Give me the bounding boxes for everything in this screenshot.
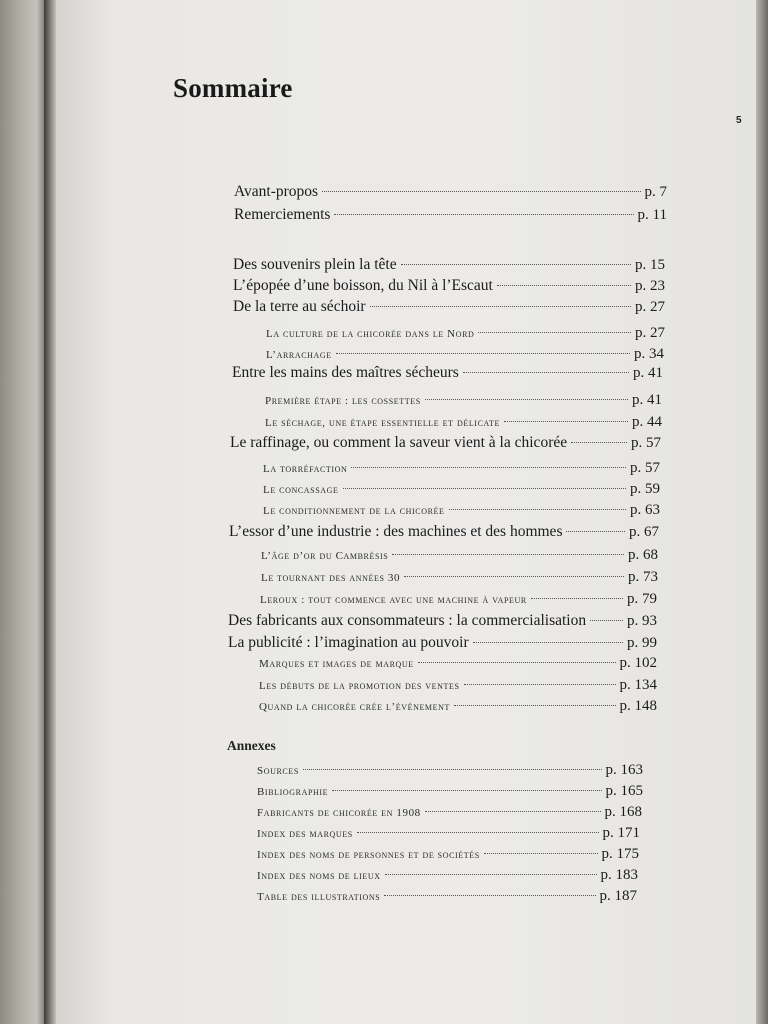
dot-leader — [418, 662, 616, 663]
toc-entry-label: Première étape : les cossettes — [265, 395, 421, 407]
dot-leader — [357, 832, 599, 833]
dot-leader — [334, 214, 633, 215]
toc-entry-page: p. 44 — [632, 414, 662, 430]
toc-entry-label: La culture de la chicorée dans le Nord — [266, 328, 475, 340]
toc-entry-label: Des souvenirs plein la tête — [233, 256, 397, 273]
dot-leader — [478, 332, 631, 333]
annex-entry — [257, 825, 640, 842]
toc-entry-page: p. 27 — [635, 299, 665, 315]
toc-entry-label: Entre les mains des maîtres sécheurs — [232, 364, 459, 381]
toc-entry-page: p. 11 — [637, 207, 667, 223]
toc-entry-label: Des fabricants aux consommateurs : la commercialisation — [228, 612, 587, 629]
toc-entry-label: La torréfaction — [263, 463, 348, 475]
toc-entry-page: p. 99 — [627, 635, 657, 651]
toc-entry-label: Index des noms de lieux — [257, 870, 381, 882]
dot-leader — [590, 620, 623, 621]
toc-subentry — [263, 460, 660, 477]
facing-page-edge — [0, 0, 46, 1024]
toc-entry-label: Remerciements — [234, 206, 331, 223]
dot-leader — [392, 554, 624, 555]
dot-leader — [384, 895, 595, 896]
dot-leader — [566, 531, 625, 532]
annex-entry — [257, 867, 638, 884]
dot-leader — [531, 598, 623, 599]
annexes-heading: Annexes — [227, 738, 276, 753]
toc-entry-page: p. 41 — [633, 365, 663, 381]
toc-entry-label: L’arrachage — [266, 349, 332, 361]
toc-entry — [228, 634, 657, 652]
toc-entry-page: p. 79 — [627, 591, 657, 607]
toc-entry-page: p. 165 — [605, 783, 643, 799]
annex-entry — [257, 783, 643, 800]
toc-subentry — [266, 346, 664, 363]
page-title: Sommaire — [173, 73, 293, 103]
annex-entry — [257, 888, 637, 905]
annex-entry — [257, 762, 643, 779]
toc-entry-label: Index des noms de personnes et de sociétés — [257, 849, 480, 861]
toc-entry-page: p. 34 — [634, 346, 664, 362]
toc-entry-page: p. 171 — [602, 825, 640, 841]
toc-entry-page: p. 7 — [644, 184, 667, 200]
dot-leader — [473, 642, 623, 643]
annex-entry — [257, 846, 639, 863]
toc-entry-page: p. 168 — [604, 804, 642, 820]
page-number: 5 — [736, 115, 742, 126]
toc-entry-page: p. 175 — [601, 846, 639, 862]
toc-entry-label: Le séchage, une étape essentielle et délicate — [265, 417, 500, 429]
dot-leader — [332, 790, 601, 791]
toc-entry-label: Le conditionnement de la chicorée — [263, 505, 445, 517]
toc-entry-page: p. 27 — [635, 325, 665, 341]
toc-entry-label: Fabricants de chicorée en 1908 — [257, 807, 421, 819]
dot-leader — [449, 509, 627, 510]
toc-entry-page: p. 23 — [635, 278, 665, 294]
dot-leader — [571, 442, 627, 443]
dot-leader — [401, 264, 631, 265]
toc-entry-label: Quand la chicorée crée l’événement — [259, 701, 450, 713]
toc-entry-label: La publicité : l’imagination au pouvoir — [228, 634, 469, 651]
toc-subentry — [259, 698, 657, 715]
dot-leader — [497, 285, 631, 286]
toc-entry-page: p. 59 — [630, 481, 660, 497]
toc-entry-page: p. 148 — [619, 698, 657, 714]
toc-entry-label: Leroux : tout commence avec une machine à vapeur — [260, 594, 527, 606]
dot-leader — [454, 705, 616, 706]
toc-entry-page: p. 102 — [619, 655, 657, 671]
annex-entry — [257, 804, 642, 821]
toc-subentry — [259, 655, 657, 672]
toc-entry-page: p. 68 — [628, 547, 658, 563]
toc-entry-label: L’âge d’or du Cambrésis — [261, 550, 389, 562]
toc-entry-label: Avant-propos — [234, 183, 319, 200]
toc-entry-label: Sources — [257, 765, 299, 777]
toc-entry-page: p. 41 — [632, 392, 662, 408]
toc-entry-page: p. 187 — [599, 888, 637, 904]
toc-entry-page: p. 93 — [627, 613, 657, 629]
toc-entry-label: Les débuts de la promotion des ventes — [259, 680, 460, 692]
toc-entry-page: p. 57 — [631, 435, 661, 451]
toc-entry — [229, 523, 659, 541]
dot-leader — [463, 372, 629, 373]
dot-leader — [404, 576, 624, 577]
toc-entry-label: Le tournant des années 30 — [261, 572, 401, 584]
toc-entry — [233, 298, 665, 316]
dot-leader — [351, 467, 626, 468]
toc-entry — [230, 434, 661, 452]
toc-subentry — [265, 392, 662, 409]
page-right-edge — [756, 0, 768, 1024]
toc-subentry — [260, 591, 657, 608]
dot-leader — [303, 769, 602, 770]
toc-subentry — [261, 547, 658, 564]
toc-entry-page: p. 67 — [629, 524, 659, 540]
toc-entry-label: De la terre au séchoir — [233, 298, 366, 315]
toc-entry-avant-propos — [234, 183, 667, 201]
dot-leader — [464, 684, 616, 685]
toc-entry-label: Marques et images de marque — [259, 658, 414, 670]
dot-leader — [370, 306, 631, 307]
toc-subentry — [259, 677, 657, 694]
toc-subentry — [266, 325, 665, 342]
toc-subentry — [263, 502, 660, 519]
toc-entry-page: p. 57 — [630, 460, 660, 476]
toc-entry-page: p. 15 — [635, 257, 665, 273]
dot-leader — [322, 191, 640, 192]
toc-entry — [233, 277, 665, 295]
dot-leader — [336, 353, 630, 354]
toc-entry-label: Bibliographie — [257, 786, 329, 798]
toc-entry — [233, 256, 665, 274]
dot-leader — [425, 399, 628, 400]
toc-subentry — [261, 569, 658, 586]
toc-entry-page: p. 183 — [600, 867, 638, 883]
dot-leader — [484, 853, 598, 854]
toc-entry-label: L’épopée d’une boisson, du Nil à l’Escaut — [233, 277, 493, 294]
toc-subentry — [265, 414, 662, 431]
toc-entry-label: Le raffinage, ou comment la saveur vient à la chicorée — [230, 434, 568, 451]
dot-leader — [504, 421, 628, 422]
toc-entry-page: p. 63 — [630, 502, 660, 518]
toc-subentry — [263, 481, 660, 498]
dot-leader — [385, 874, 597, 875]
dot-leader — [343, 488, 627, 489]
toc-entry-label: L’essor d’une industrie : des machines et des hommes — [229, 523, 563, 540]
dot-leader — [425, 811, 601, 812]
toc-entry-label: Le concassage — [263, 484, 339, 496]
toc-entry — [232, 364, 663, 382]
toc-entry-label: Table des illustrations — [257, 891, 381, 903]
toc-entry-label: Index des marques — [257, 828, 353, 840]
toc-entry — [228, 612, 657, 630]
toc-entry-page: p. 73 — [628, 569, 658, 585]
toc-entry-remerciements — [234, 206, 667, 224]
toc-entry-page: p. 163 — [605, 762, 643, 778]
toc-entry-page: p. 134 — [619, 677, 657, 693]
